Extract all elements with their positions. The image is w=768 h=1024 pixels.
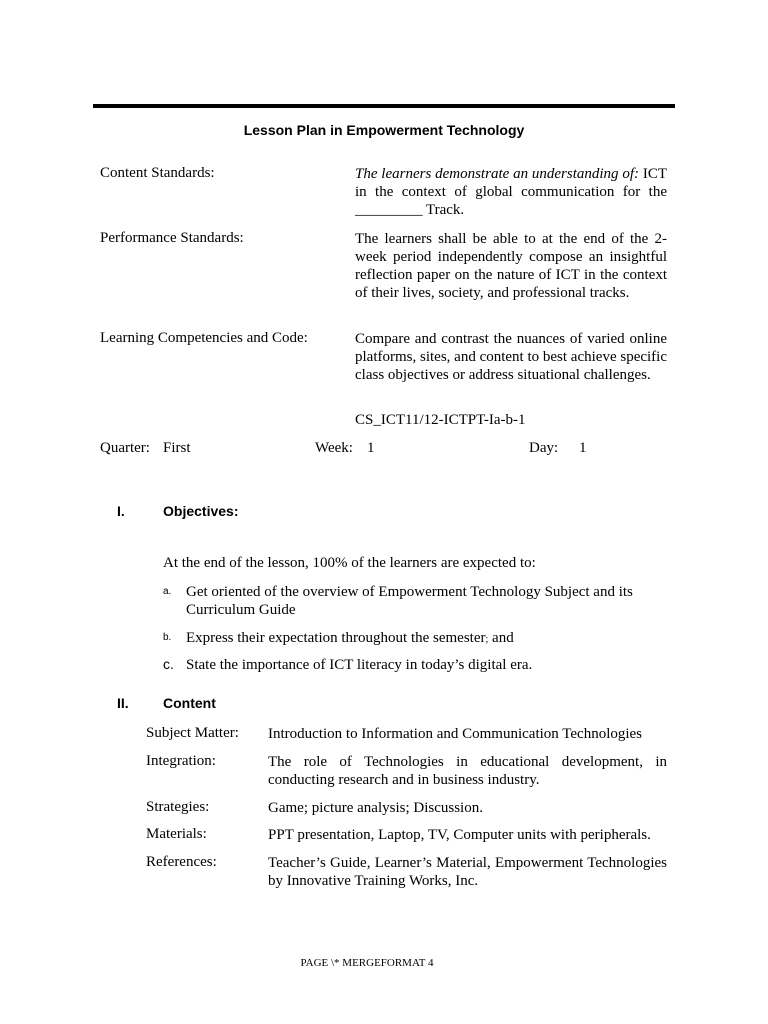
day-value: 1 xyxy=(579,440,587,456)
performance-standards-value: The learners shall be able to at the end of the 2-week period independently compose an insightful reflection paper on the nature of ICT in the context of their lives, society, and professional tracks. xyxy=(355,231,667,301)
objective-item-main: Express their expectation throughout the semester xyxy=(186,630,486,646)
header-rule xyxy=(93,104,675,108)
competency-code: CS_ICT11/12-ICTPT-Ia-b-1 xyxy=(355,412,526,428)
strategies-value: Game; picture analysis; Discussion. xyxy=(268,800,483,816)
objectives-intro: At the end of the lesson, 100% of the learners are expected to: xyxy=(163,555,536,571)
content-standards-label: Content Standards: xyxy=(100,165,215,181)
page-footer: PAGE \* MERGEFORMAT 4 xyxy=(300,957,434,969)
content-standards-text: ICT in the context of global communication for the _________ Track. xyxy=(355,166,668,218)
materials-label: Materials: xyxy=(146,826,207,842)
references-label: References: xyxy=(146,854,217,870)
objective-letter: a. xyxy=(163,586,172,597)
integration-label: Integration: xyxy=(146,753,216,769)
performance-standards-label: Performance Standards: xyxy=(100,230,244,246)
objective-letter: c. xyxy=(163,656,174,672)
references-value: Teacher’s Guide, Learner’s Material, Empowerment Technologies by Innovative Training Works, Inc. xyxy=(268,855,667,889)
materials-value: PPT presentation, Laptop, TV, Computer units with peripherals. xyxy=(268,827,651,843)
content-heading: Content xyxy=(163,695,216,711)
objective-item-tail: and xyxy=(488,630,514,646)
subject-matter-value: Introduction to Information and Communication Technologies xyxy=(268,726,643,742)
quarter-value: First xyxy=(163,440,191,456)
objective-item: State the importance of ICT literacy in today’s digital era. xyxy=(186,657,533,673)
week-value: 1 xyxy=(367,440,375,456)
subject-matter-label: Subject Matter: xyxy=(146,725,239,741)
objective-item: Get oriented of the overview of Empowerment Technology Subject and its Curriculum Guide xyxy=(186,584,633,618)
objective-item-separator: ; xyxy=(485,634,489,645)
quarter-label: Quarter: xyxy=(100,440,150,456)
objectives-number: I. xyxy=(117,503,125,519)
objective-item xyxy=(186,629,676,649)
learning-competencies-label: Learning Competencies and Code: xyxy=(100,330,308,346)
objectives-heading: Objectives: xyxy=(163,503,239,519)
integration-value: The role of Technologies in educational development, in conducting research and in business industry. xyxy=(268,754,667,788)
day-label: Day: xyxy=(529,440,559,456)
objective-letter: b. xyxy=(163,632,172,643)
week-label: Week: xyxy=(315,440,353,456)
content-standards-value xyxy=(355,165,667,219)
strategies-label: Strategies: xyxy=(146,799,210,815)
content-number: II. xyxy=(117,695,129,711)
learning-competencies-value: Compare and contrast the nuances of varied online platforms, sites, and content to best achieve specific class objectives or address situational challenges. xyxy=(355,331,667,383)
content-standards-intro: The learners demonstrate an understanding of: xyxy=(355,166,640,182)
page-title: Lesson Plan in Empowerment Technology xyxy=(243,122,525,138)
